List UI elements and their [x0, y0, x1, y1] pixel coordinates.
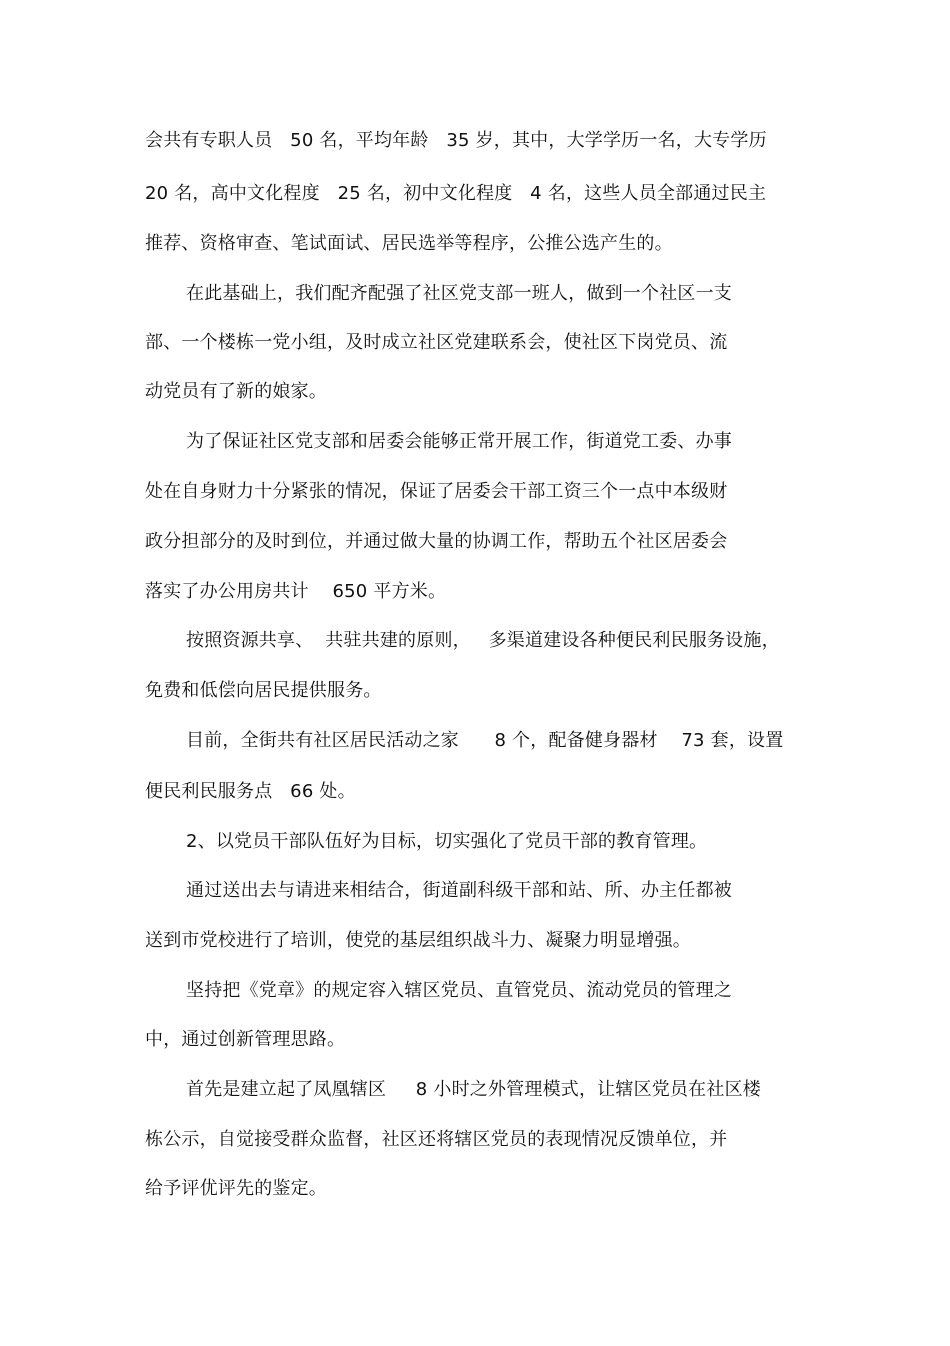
text-line: 落实了办公用房共计 650 平方米。: [145, 581, 447, 602]
paragraph-start-line: 目前，全街共有社区居民活动之家 8 个，配备健身器材 73 套，设置: [186, 730, 784, 751]
paragraph-start-line: 首先是建立起了凤凰辖区 8 小时之外管理模式，让辖区党员在社区楼: [186, 1079, 761, 1100]
text-line: 给予评优评先的鉴定。: [145, 1178, 327, 1199]
text-line: 处在自身财力十分紧张的情况，保证了居委会干部工资三个一点中本级财: [145, 481, 728, 502]
text-line: 中，通过创新管理思路。: [145, 1029, 346, 1050]
text-line: 20 名，高中文化程度 25 名，初中文化程度 4 名，这些人员全部通过民主: [145, 183, 767, 204]
text-line: 部、一个楼栋一党小组，及时成立社区党建联系会，使社区下岗党员、流: [145, 332, 728, 353]
section-heading-line: 2、以党员干部队伍好为目标，切实强化了党员干部的教育管理。: [186, 831, 708, 852]
paragraph-start-line: 为了保证社区党支部和居委会能够正常开展工作，街道党工委、办事: [186, 431, 732, 452]
text-line: 便民利民服务点 66 处。: [145, 781, 356, 802]
text-line: 推荐、资格审查、笔试面试、居民选举等程序，公推公选产生的。: [145, 233, 673, 254]
paragraph-start-line: 坚持把《党章》的规定容入辖区党员、直管党员、流动党员的管理之: [186, 980, 732, 1001]
text-line: 栋公示，自觉接受群众监督，社区还将辖区党员的表现情况反馈单位，并: [145, 1129, 728, 1150]
paragraph-start-line: 在此基础上，我们配齐配强了社区党支部一班人，做到一个社区一支: [186, 283, 732, 304]
text-line: 免费和低偿向居民提供服务。: [145, 680, 382, 701]
text-line: 政分担部分的及时到位，并通过做大量的协调工作，帮助五个社区居委会: [145, 531, 728, 552]
text-line: 会共有专职人员 50 名，平均年龄 35 岁，其中，大学学历一名，大专学历: [145, 130, 767, 151]
text-line: 送到市党校进行了培训，使党的基层组织战斗力、凝聚力明显增强。: [145, 930, 691, 951]
text-line: 动党员有了新的娘家。: [145, 381, 327, 402]
paragraph-start-line: 按照资源共享、 共驻共建的原则， 多渠道建设各种便民利民服务设施，: [186, 630, 780, 651]
paragraph-start-line: 通过送出去与请进来相结合，街道副科级干部和站、所、办主任都被: [186, 880, 732, 901]
